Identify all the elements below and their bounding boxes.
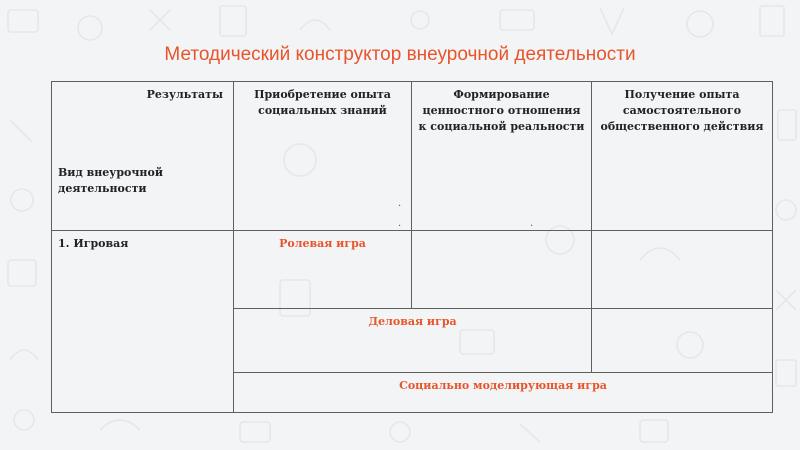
social-modeling-game-label: Социально моделирующая игра <box>399 379 607 392</box>
dot-mark: . <box>530 218 534 229</box>
empty-cell <box>412 231 592 309</box>
results-header-label: Результаты <box>146 88 223 101</box>
business-game-cell <box>234 309 592 373</box>
activity-type-header-label: Вид внеурочной деятельности <box>58 166 163 195</box>
row-label-cell <box>52 231 234 413</box>
empty-cell <box>592 309 773 373</box>
business-game-label: Деловая игра <box>368 315 457 328</box>
column-header-value-attitude <box>412 82 592 231</box>
role-game-cell <box>234 231 412 309</box>
corner-header-cell <box>52 82 234 231</box>
constructor-table <box>51 81 773 413</box>
page-title: Методический конструктор внеурочной деятельности <box>164 44 636 65</box>
column-header-social-knowledge <box>234 82 412 231</box>
row-label: 1. Игровая <box>58 237 129 250</box>
column-header-label: Получение опыта самостоятельного общественного действия <box>600 88 764 133</box>
column-header-label: Приобретение опыта социальных знаний <box>254 88 391 117</box>
dot-mark: . <box>398 218 402 229</box>
empty-cell <box>592 231 773 309</box>
column-header-label: Формирование ценностного отношения к социальной реальности <box>418 88 585 133</box>
role-game-label: Ролевая игра <box>279 237 366 250</box>
column-header-public-action <box>592 82 773 231</box>
social-modeling-game-cell <box>234 373 773 413</box>
dot-mark: . <box>398 198 402 209</box>
